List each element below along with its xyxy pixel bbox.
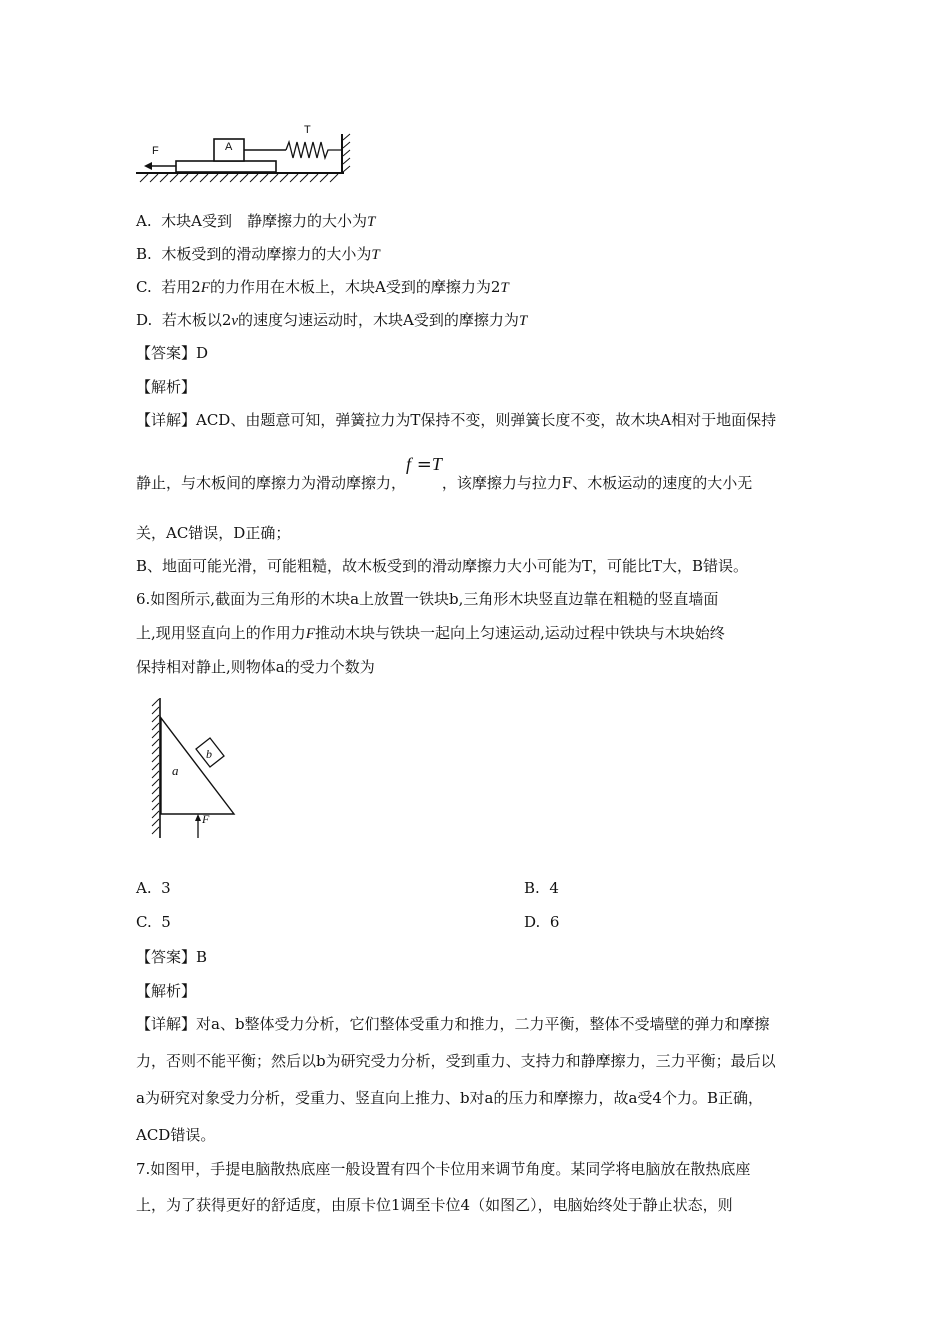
q6-answer: 【答案】B bbox=[136, 948, 208, 966]
q5-block-label: A bbox=[225, 141, 233, 153]
q5-detail-1: 【详解】ACD、由题意可知，弹簧拉力为T保持不变，则弹簧长度不变，故木块A相对于地面保持 bbox=[136, 411, 777, 429]
q6-stem-2: 上,现用竖直向上的作用力F推动木块与铁块一起向上匀速运动,运动过程中铁块与木块始终 bbox=[136, 624, 725, 642]
q6-label-a: a bbox=[172, 763, 179, 778]
q6-label-f: F bbox=[202, 812, 210, 826]
q6-option-b: B. 4 bbox=[524, 879, 559, 897]
q5-option-d: D. 若木板以2v的速度匀速运动时，木块A受到的摩擦力为T bbox=[136, 311, 528, 329]
q7-stem-1: 7.如图甲，手提电脑散热底座一般设置有四个卡位用来调节角度。某同学将电脑放在散热底座 bbox=[136, 1160, 751, 1178]
q6-option-a: A. 3 bbox=[136, 879, 171, 897]
q6-detail-3: a为研究对象受力分析，受重力、竖直向上推力、b对a的压力和摩擦力，故a受4个力。B正确， bbox=[136, 1089, 764, 1107]
q5-analysis-title: 【解析】 bbox=[136, 378, 197, 396]
q5-detail-3: 关，AC错误，D正确； bbox=[136, 524, 291, 542]
q5-option-c: C. 若用2F的力作用在木板上，木块A受到的摩擦力为2T bbox=[136, 278, 509, 296]
q6-detail-1: 【详解】对a、b整体受力分析，它们整体受重力和推力，二力平衡，整体不受墙壁的弹力和摩擦 bbox=[136, 1015, 770, 1033]
q5-force-label: F bbox=[152, 145, 159, 157]
q5-detail-4: B、地面可能光滑，可能粗糙，故木板受到的滑动摩擦力大小可能为T，可能比T大，B错误。 bbox=[136, 557, 749, 575]
q5-option-a: A. 木块A受到 静摩擦力的大小为T bbox=[136, 212, 376, 230]
q5-figure bbox=[134, 128, 356, 188]
q6-analysis-title: 【解析】 bbox=[136, 982, 197, 1000]
q6-option-c: C. 5 bbox=[136, 913, 171, 931]
q6-detail-2: 力，否则不能平衡；然后以b为研究受力分析，受到重力、支持力和静摩擦力，三力平衡；最后以 bbox=[136, 1052, 776, 1070]
q7-stem-2: 上，为了获得更好的舒适度，由原卡位1调至卡位4（如图乙），电脑始终处于静止状态，则 bbox=[136, 1196, 733, 1214]
q6-option-d: D. 6 bbox=[524, 913, 560, 931]
q6-label-b: b bbox=[206, 747, 212, 761]
q6-stem-3: 保持相对静止,则物体a的受力个数为 bbox=[136, 658, 375, 676]
q5-answer: 【答案】D bbox=[136, 344, 209, 362]
q5-spring-label: T bbox=[304, 124, 311, 136]
q5-option-b: B. 木板受到的滑动摩擦力的大小为T bbox=[136, 245, 380, 263]
q6-detail-4: ACD错误。 bbox=[136, 1126, 216, 1144]
q6-figure bbox=[148, 694, 244, 840]
q6-stem-1: 6.如图所示,截面为三角形的木块a上放置一铁块b,三角形木块竖直边靠在粗糙的竖直墙面 bbox=[136, 590, 719, 608]
q5-detail-2: 静止，与木板间的摩擦力为滑动摩擦力，f =T，该摩擦力与拉力F、木板运动的速度的大小无 bbox=[136, 454, 753, 492]
